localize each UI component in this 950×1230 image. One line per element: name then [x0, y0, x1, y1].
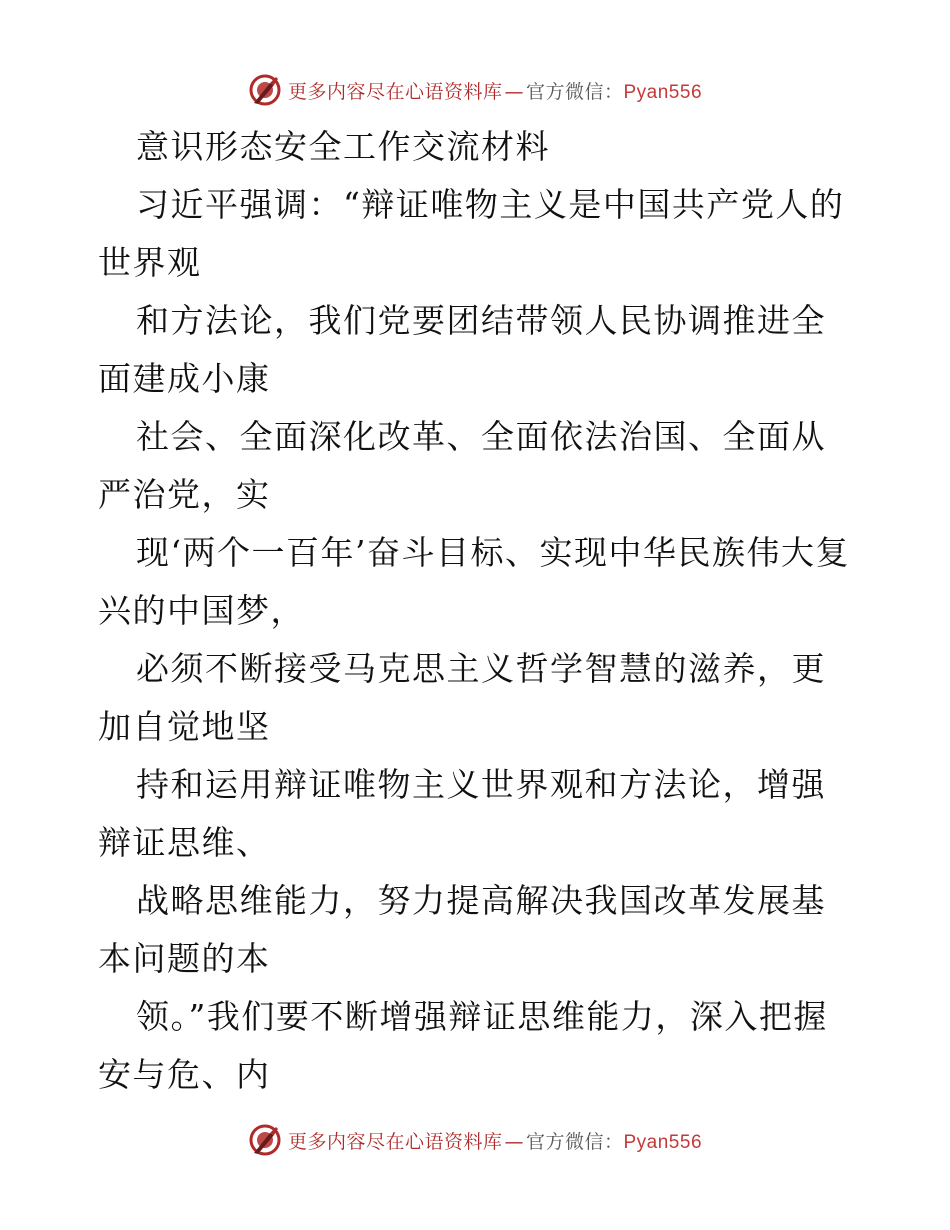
header-watermark-banner [0, 70, 950, 110]
header-banner-inner [248, 73, 702, 107]
site-name-text: 更多内容尽在心语资料库 [287, 1130, 503, 1153]
paragraph-line: 战略思维能力，努力提高解决我国改革发展基本问题的本 [98, 881, 826, 978]
wechat-label: 官方微信： [525, 1130, 624, 1153]
site-name-text: 更多内容尽在心语资料库 [287, 80, 503, 103]
wechat-id: Pyan556 [623, 81, 703, 103]
footer-watermark-banner [0, 1120, 950, 1160]
paragraph-line: 和方法论，我们党要团结带领人民协调推进全面建成小康 [98, 301, 826, 398]
paragraph-line: 持和运用辩证唯物主义世界观和方法论，增强辩证思维、 [98, 765, 826, 862]
wechat-id: Pyan556 [623, 1131, 703, 1153]
quill-seal-icon [248, 73, 282, 107]
footer-banner-inner [248, 1123, 702, 1157]
document-title: 意识形态安全工作交流材料 [136, 127, 550, 166]
document-body [98, 118, 858, 1104]
paragraph-line: 领。”我们要不断增强辩证思维能力，深入把握安与危、内 [98, 997, 828, 1094]
paragraph-line: 现‘两个一百年’奋斗目标、实现中华民族伟大复兴的中国梦， [98, 533, 850, 630]
paragraph-line: 习近平强调：“辩证唯物主义是中国共产党人的世界观 [98, 185, 845, 282]
paragraph-line: 必须不断接受马克思主义哲学智慧的滋养，更加自觉地坚 [98, 649, 826, 746]
footer-banner-text [288, 1127, 702, 1154]
wechat-label: 官方微信： [525, 80, 624, 103]
paragraph-line: 社会、全面深化改革、全面依法治国、全面从严治党，实 [98, 417, 826, 514]
header-banner-text [288, 77, 702, 104]
banner-dash: — [504, 1130, 524, 1153]
banner-dash: — [504, 80, 524, 103]
quill-seal-icon [248, 1123, 282, 1157]
